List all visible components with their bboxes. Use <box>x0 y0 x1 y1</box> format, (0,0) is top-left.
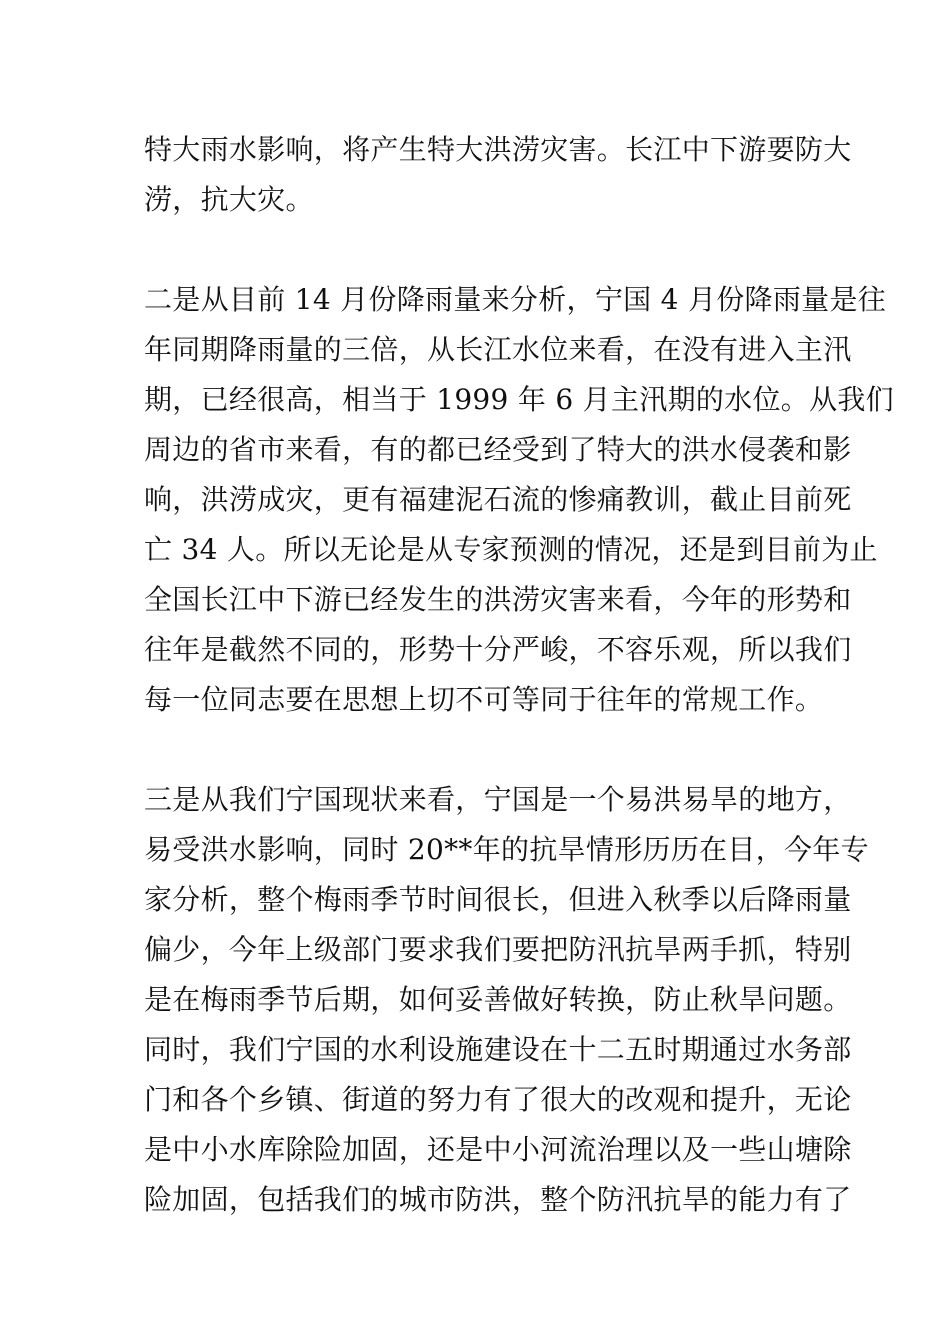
text-line: 门和各个乡镇、街道的努力有了很大的改观和提升，无论 <box>144 1083 852 1116</box>
text-line: 全国长江中下游已经发生的洪涝灾害来看，今年的形势和 <box>144 583 852 616</box>
text-line: 险加固，包括我们的城市防洪，整个防汛抗旱的能力有了 <box>144 1183 852 1216</box>
text-line: 特大雨水影响，将产生特大洪涝灾害。长江中下游要防大 <box>144 133 852 166</box>
text-line: 周边的省市来看，有的都已经受到了特大的洪水侵袭和影 <box>144 433 852 466</box>
text-line: 是中小水库除险加固，还是中小河流治理以及一些山塘除 <box>144 1133 852 1166</box>
text-line: 是在梅雨季节后期，如何妥善做好转换，防止秋旱问题。 <box>144 983 852 1016</box>
text-line: 亡 34 人。所以无论是从专家预测的情况，还是到目前为止 <box>144 533 878 566</box>
text-line: 三是从我们宁国现状来看，宁国是一个易洪易旱的地方， <box>144 783 852 816</box>
text-line: 二是从目前 14 月份降雨量来分析，宁国 4 月份降雨量是往 <box>144 283 887 316</box>
text-line: 同时，我们宁国的水利设施建设在十二五时期通过水务部 <box>144 1033 852 1066</box>
text-line: 年同期降雨量的三倍，从长江水位来看，在没有进入主汛 <box>144 333 852 366</box>
text-line: 偏少，今年上级部门要求我们要把防汛抗旱两手抓，特别 <box>144 933 852 966</box>
text-line: 响，洪涝成灾，更有福建泥石流的惨痛教训，截止目前死 <box>144 483 852 516</box>
text-line: 期，已经很高，相当于 1999 年 6 月主汛期的水位。从我们 <box>144 383 894 416</box>
text-line: 家分析，整个梅雨季节时间很长，但进入秋季以后降雨量 <box>144 883 852 916</box>
text-line: 涝，抗大灾。 <box>144 183 314 216</box>
text-line: 每一位同志要在思想上切不可等同于往年的常规工作。 <box>144 683 824 716</box>
text-line: 往年是截然不同的，形势十分严峻，不容乐观，所以我们 <box>144 633 852 666</box>
text-line: 易受洪水影响，同时 20**年的抗旱情形历历在目，今年专 <box>144 833 869 866</box>
